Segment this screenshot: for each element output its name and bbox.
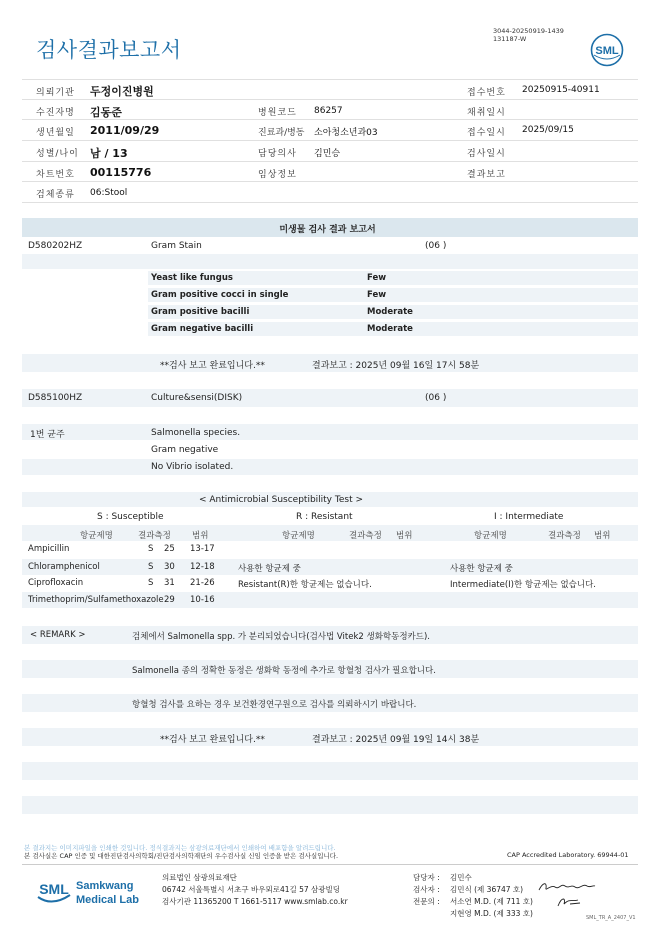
cap-accreditation: CAP Accredited Laboratory. 69944-01 xyxy=(507,851,629,859)
chart-no-label: 차트번호 xyxy=(36,170,75,180)
sex-age-value: 남 / 13 xyxy=(90,147,128,160)
dept-value: 소아청소년과03 xyxy=(314,128,378,138)
staff-label: 담당자 : xyxy=(413,873,440,882)
col-drug: 항균제명 xyxy=(474,531,507,541)
footer-logo-line2: Medical Lab xyxy=(76,894,139,906)
col-range: 범위 xyxy=(192,531,209,541)
culture-specimen: (06 ) xyxy=(425,393,447,403)
ast-value: 31 xyxy=(164,578,175,588)
gram-specimen: (06 ) xyxy=(425,241,447,251)
form-code: SML_TR_A_2407_V1 xyxy=(586,915,636,921)
ast-range: 21-26 xyxy=(190,578,215,588)
ast-range: 12-18 xyxy=(190,562,215,572)
colony-line: No Vibrio isolated. xyxy=(151,462,234,472)
ast-drug: Ciprofloxacin xyxy=(28,578,84,588)
org-contact: 검사기관 11365200 T 1661-5117 www.smlab.co.kr xyxy=(162,897,348,906)
ast-value: 30 xyxy=(164,562,175,572)
receipt-date-value: 2025/09/15 xyxy=(522,125,574,135)
test-date-label: 검사일시 xyxy=(467,149,506,159)
receipt-no-label: 접수번호 xyxy=(467,88,506,98)
document-id xyxy=(493,27,564,43)
ast-sir: S xyxy=(148,544,154,554)
tester-name: 김민식 (제 36747 호) xyxy=(450,885,524,894)
gram-organism: Gram positive cocci in single xyxy=(151,290,289,300)
samkwang-logo xyxy=(36,873,146,914)
footer-logo-sml: SML xyxy=(39,881,69,897)
gram-code: D580202HZ xyxy=(28,241,83,251)
report-label: 결과보고 xyxy=(467,170,506,180)
colony-line: Gram negative xyxy=(151,445,219,455)
resistant-note-1: 사용한 항균제 중 xyxy=(238,564,301,574)
tester-label: 검사자 : xyxy=(413,885,440,894)
specimen-label: 검체종류 xyxy=(36,190,75,200)
hospital-code-value: 86257 xyxy=(314,106,343,116)
birth-label: 생년월일 xyxy=(36,128,75,138)
section-title: 미생물 검사 결과 보고서 xyxy=(279,225,376,235)
expert-label: 전문의 : xyxy=(413,897,440,906)
patient-name-value: 김동준 xyxy=(90,106,122,119)
hospital-code-label: 병원코드 xyxy=(258,108,297,118)
ast-drug: Ampicillin xyxy=(28,544,70,554)
ast-drug: Trimethoprim/Sulfamethoxazole xyxy=(28,595,164,605)
gram-organism: Gram negative bacilli xyxy=(151,324,254,334)
col-drug: 항균제명 xyxy=(282,531,315,541)
remark-line-2: Salmonella 종의 정확한 동정은 생화학 동정에 추가로 항혈청 검사가 필요합니다. xyxy=(132,666,436,676)
remark-label: < REMARK > xyxy=(30,630,86,640)
doctor-value: 김민승 xyxy=(314,149,341,159)
col-result: 결과측정 xyxy=(548,531,581,541)
legend-resistant: R : Resistant xyxy=(296,512,353,522)
sex-age-label: 성별/나이 xyxy=(36,149,79,159)
dept-label: 진료과/병동 xyxy=(258,128,305,138)
footer-logo-line1: Samkwang xyxy=(76,880,134,892)
birth-value: 2011/09/29 xyxy=(90,124,160,137)
ast-sir: S xyxy=(148,562,154,572)
gram-test-name: Gram Stain xyxy=(151,241,202,251)
specimen-value: 06:Stool xyxy=(90,188,128,198)
ast-range: 10-16 xyxy=(190,595,215,605)
patient-name-label: 수진자명 xyxy=(36,108,75,118)
document-id-line1: 3044-20250919-1439 xyxy=(493,27,564,35)
ast-title: < Antimicrobial Susceptibility Test > xyxy=(199,495,363,505)
org-name: 의료법인 삼광의료재단 xyxy=(162,873,237,882)
signature-icon xyxy=(556,894,582,913)
gram-amount: Moderate xyxy=(367,324,413,334)
gram-done-time: 결과보고 : 2025년 09월 16일 17시 58분 xyxy=(312,361,480,371)
legend-susceptible: S : Susceptible xyxy=(97,512,164,522)
gram-organism: Yeast like fungus xyxy=(151,273,233,283)
intermediate-note-1: 사용한 항균제 중 xyxy=(450,564,513,574)
receipt-date-label: 접수일시 xyxy=(467,128,506,138)
col-result: 결과측정 xyxy=(349,531,382,541)
ast-value: 25 xyxy=(164,544,175,554)
colony-label: 1번 균주 xyxy=(30,430,65,440)
hospital-value: 두정이진병원 xyxy=(90,85,154,98)
doctor-label: 담당의사 xyxy=(258,149,297,159)
sml-logo-icon xyxy=(588,33,626,67)
expert-name-2: 지현영 M.D. (제 333 호) xyxy=(450,909,533,918)
gram-amount: Few xyxy=(367,290,387,300)
staff-name: 김민수 xyxy=(450,873,472,882)
gram-amount: Moderate xyxy=(367,307,413,317)
gram-organism: Gram positive bacilli xyxy=(151,307,250,317)
gram-done: **검사 보고 완료입니다.** xyxy=(160,361,265,371)
hospital-label: 의뢰기관 xyxy=(36,88,75,98)
notice-image-copy: 본 결과지는 이미지파일을 인쇄한 것입니다. 정식결과지는 삼광의료재단에서 인쇄하여 배포함을 알려드립니다. xyxy=(24,844,336,852)
clinical-label: 임상정보 xyxy=(258,170,297,180)
legend-intermediate: I : Intermediate xyxy=(494,512,564,522)
col-result: 결과측정 xyxy=(138,531,171,541)
collect-date-label: 채취일시 xyxy=(467,108,506,118)
remark-line-1: 검체에서 Salmonella spp. 가 분리되었습니다(검사법 Vitek2 생화학동정카드). xyxy=(132,632,430,642)
intermediate-note-2: Intermediate(I)한 항균제는 없습니다. xyxy=(450,580,596,590)
logo-text: SML xyxy=(595,45,619,57)
ast-range: 13-17 xyxy=(190,544,215,554)
col-range: 범위 xyxy=(594,531,611,541)
culture-code: D585100HZ xyxy=(28,393,83,403)
col-drug: 항균제명 xyxy=(80,531,113,541)
remark-done-time: 결과보고 : 2025년 09월 19일 14시 38분 xyxy=(312,735,480,745)
culture-test-name: Culture&sensi(DISK) xyxy=(151,393,243,403)
org-address: 06742 서울특별시 서초구 바우뫼로41길 57 삼광빌딩 xyxy=(162,885,341,894)
resistant-note-2: Resistant(R)한 항균제는 없습니다. xyxy=(238,580,372,590)
expert-name-1: 서소연 M.D. (제 711 호) xyxy=(450,897,533,906)
remark-line-3: 항혈청 검사를 요하는 경우 보건환경연구원으로 검사를 의뢰하시기 바랍니다. xyxy=(132,700,417,710)
col-range: 범위 xyxy=(396,531,413,541)
document-id-line2: 131187-W xyxy=(493,35,527,43)
remark-done: **검사 보고 완료입니다.** xyxy=(160,735,265,745)
ast-value: 29 xyxy=(164,595,175,605)
ast-drug: Chloramphenicol xyxy=(28,562,100,572)
colony-line: Salmonella species. xyxy=(151,428,241,438)
gram-amount: Few xyxy=(367,273,387,283)
samkwang-logo-icon xyxy=(36,873,146,911)
notice-accreditation: 본 검사실은 CAP 인증 및 대한진단검사의학회/진단검사의학재단의 우수검사실 신임 인증을 받은 검사실입니다. xyxy=(24,852,339,860)
ast-sir: S xyxy=(148,578,154,588)
chart-no-value: 00115776 xyxy=(90,166,152,179)
page-title: 검사결과보고서 xyxy=(36,38,182,62)
receipt-no-value: 20250915-40911 xyxy=(522,85,600,95)
